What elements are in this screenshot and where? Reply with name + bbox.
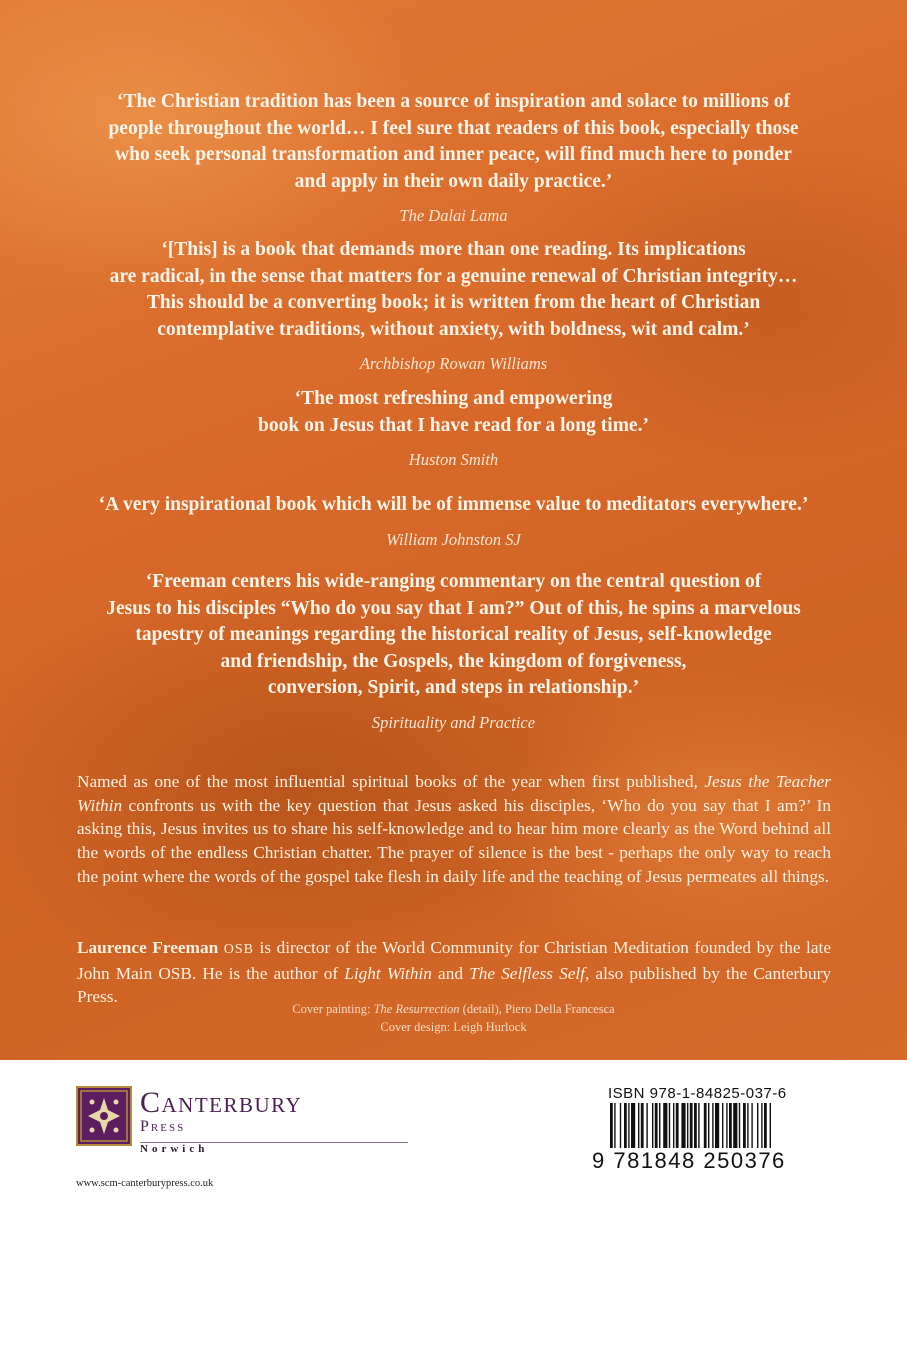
quote-5: [40, 569, 867, 734]
book-title: Jesus the Teacher Within: [77, 772, 831, 815]
quote-2: [40, 237, 867, 375]
publisher-url: www.scm-canterburypress.co.uk: [76, 1178, 214, 1189]
quote-source: Spirituality and Practice: [371, 712, 536, 732]
quote-4: [40, 492, 867, 551]
quote-text: ‘The Christian tradition has been a source of inspiration and solace to millions of people throughout the world… I feel sure that readers of this book, especially those who seek personal transformation and inner peace, will find much here to ponder and apply in their own daily practice.’: [108, 91, 799, 192]
description-end: confronts us with the key question that Jesus asked his disciples, ‘Who do you say that I am?’ In asking this, Jesus invites us to share his self-knowledge and to hear him more clearly as the Word behind all the words of the endless Christian chatter. The prayer of silence is the best - perhaps the only way to reach the point where the words of the gospel take flesh in daily life and the teaching of Jesus permeates all things.: [77, 795, 831, 886]
book-selfless-self: The Selfless Self: [469, 963, 585, 983]
publisher-press: Press: [140, 1118, 186, 1135]
bio-text: is director of the World Community for Christian Meditation founded by the late John Main OSB. He is the author of: [77, 938, 832, 983]
painting-credit: [180, 1000, 727, 1018]
author-name: Laurence Freeman: [77, 938, 219, 957]
bio-end: , also published by the Canterbury Press.: [77, 963, 831, 1007]
barcode-digits: 9 781848 250376: [592, 1148, 786, 1173]
quote-source: Archbishop Rowan Williams: [359, 354, 548, 373]
quote-text: ‘The most refreshing and empowering book on Jesus that I have read for a long time.’: [258, 388, 649, 436]
bio-and: and: [431, 963, 470, 983]
isbn-label: ISBN 978-1-84825-037-6: [608, 1085, 787, 1102]
quote-text: ‘Freeman centers his wide-ranging commentary on the central question of Jesus to his disciples “Who do you say that I am?” Out of this, he spins a marvelous tapestry of meanings regarding the historical reality of Jesus, self-knowledge and friendship, the Gospels, the kingdom of forgiveness, conversion, Spirit, and steps in relationship.’: [106, 571, 801, 698]
quote-source: Huston Smith: [408, 450, 499, 469]
author-order: OSB: [223, 942, 254, 957]
canterbury-cross-logo-icon: [76, 1086, 132, 1146]
quote-3: [40, 386, 867, 471]
painting-label: Cover painting:: [292, 1002, 374, 1016]
author-bio: [77, 936, 831, 1009]
publisher-brand: [140, 1086, 302, 1136]
book-light-within: Light Within: [344, 963, 432, 983]
quote-text: ‘[This] is a book that demands more than one reading. Its implications are radical, in the sense that matters for a genuine renewal of Christian integrity… This should be a converting book; it is written from the heart of Christian contemplative traditions, without anxiety, with boldness, wit and calm.’: [109, 239, 798, 340]
description-start: Named as one of the most influential spiritual books of the year when first published,: [77, 772, 705, 791]
quote-1: [40, 89, 867, 227]
publisher-city: Norwich: [140, 1143, 209, 1155]
cover-credits: [180, 1000, 727, 1036]
painting-title: The Resurrection: [373, 1002, 460, 1016]
quote-source: William Johnston SJ: [386, 529, 521, 549]
publisher-name: Canterbury: [140, 1086, 303, 1119]
book-description: [77, 770, 831, 889]
design-credit: Cover design: Leigh Hurlock: [380, 1020, 527, 1034]
quote-text: ‘A very inspirational book which will be of immense value to meditators everywhere.’: [98, 494, 809, 515]
quote-source: The Dalai Lama: [399, 206, 508, 225]
painting-artist: (detail), Piero Della Francesca: [459, 1002, 615, 1016]
